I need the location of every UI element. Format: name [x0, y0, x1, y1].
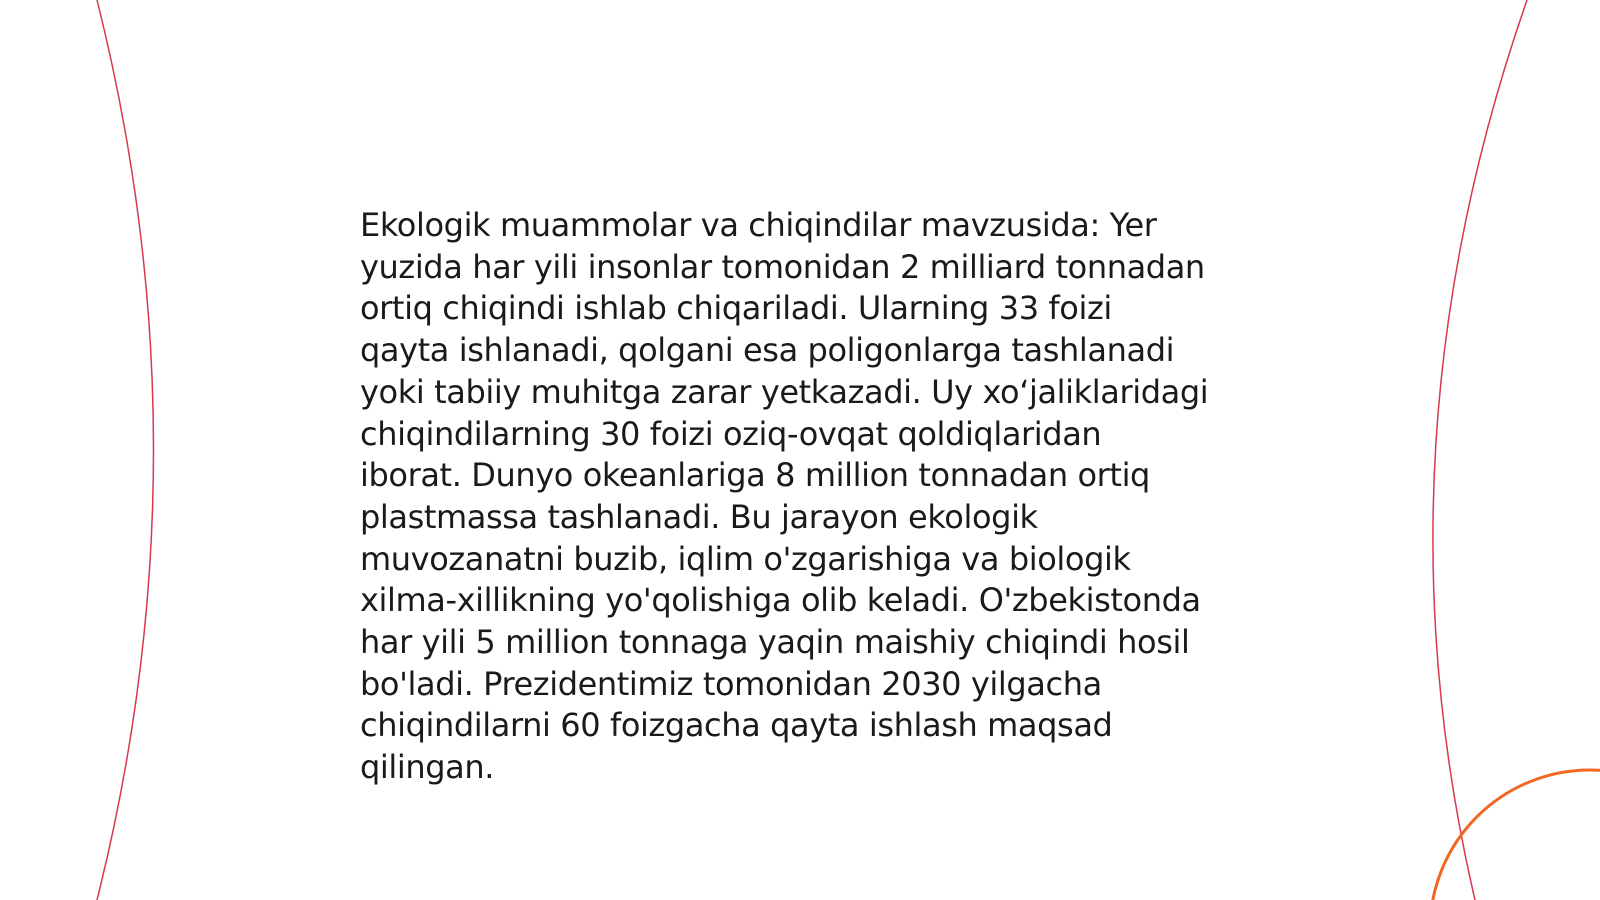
text-line: Ekologik muammolar va chiqindilar mavzusida: Yer	[360, 206, 1157, 244]
slide-body-text	[360, 205, 1260, 789]
text-line: plastmassa tashlanadi. Bu jarayon ekologik	[360, 497, 1038, 536]
text-line: bo'ladi. Prezidentimiz tomonidan 2030 yilgacha	[360, 664, 1102, 703]
text-line: har yili 5 million tonnaga yaqin maishiy chiqindi hosil	[360, 623, 1190, 662]
orange-arc-circle	[1430, 770, 1600, 900]
text-line: yoki tabiiy muhitga zarar yetkazadi. Uy xo‘jaliklaridagi	[360, 372, 1209, 411]
text-line: xilma-xillikning yo'qolishiga olib keladi. O'zbekistonda	[360, 581, 1201, 620]
text-line: yuzida har yili insonlar tomonidan 2 milliard tonnadan	[360, 247, 1205, 286]
text-line: chiqindilarni 60 foizgacha qayta ishlash maqsad	[360, 706, 1113, 745]
text-line: qayta ishlanadi, qolgani esa poligonlarga tashlanadi	[360, 331, 1175, 370]
left-curve-line	[97, 0, 154, 900]
right-curve-line	[1433, 0, 1527, 900]
text-line: ortiq chiqindi ishlab chiqariladi. Ularning 33 foizi	[360, 289, 1112, 328]
text-line: iborat. Dunyo okeanlariga 8 million tonnadan ortiq	[360, 456, 1150, 495]
text-line: qilingan.	[360, 748, 495, 787]
text-line: chiqindilarning 30 foizi oziq-ovqat qoldiqlaridan	[360, 414, 1102, 453]
text-line: muvozanatni buzib, iqlim o'zgarishiga va biologik	[360, 539, 1131, 578]
